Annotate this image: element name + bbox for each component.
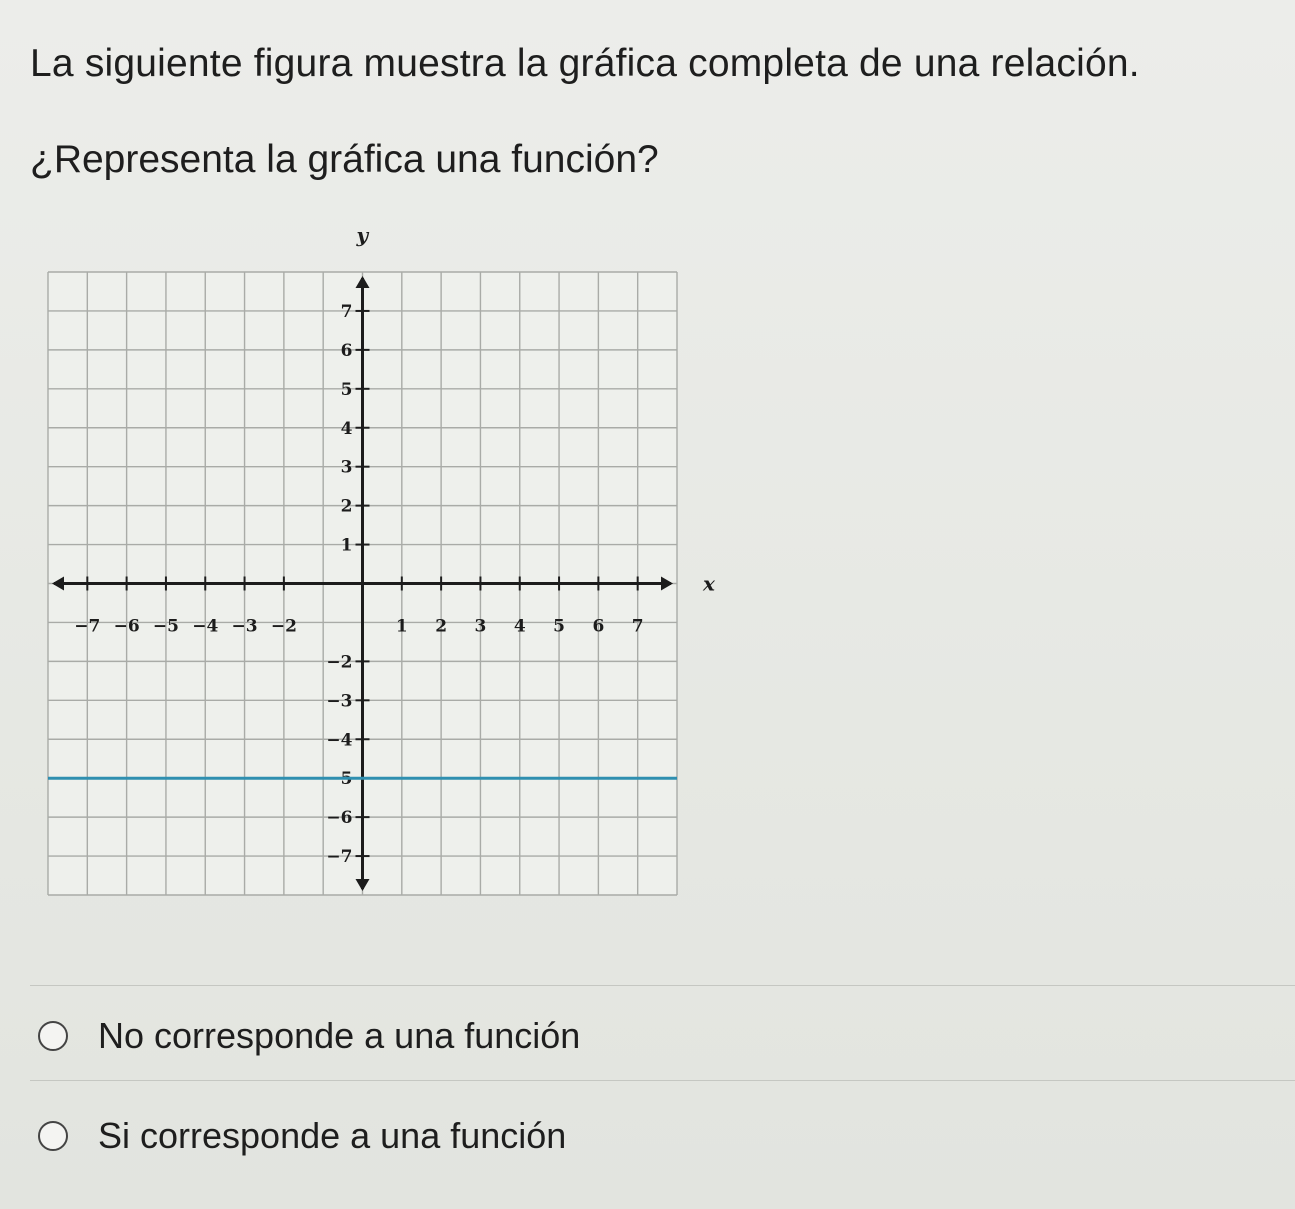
- x-tick-label: −6: [113, 616, 140, 637]
- y-tick-label: −3: [326, 691, 353, 712]
- x-tick-label: 3: [474, 616, 487, 637]
- option-label: Si corresponde a una función: [98, 1115, 567, 1156]
- x-tick-label: −7: [74, 616, 101, 637]
- divider: [30, 985, 1295, 986]
- y-tick-label: 6: [340, 340, 353, 361]
- y-tick-label: −4: [326, 730, 353, 751]
- radio-button[interactable]: [38, 1021, 68, 1051]
- x-tick-label: 6: [592, 616, 605, 637]
- graph-svg: [30, 215, 730, 915]
- x-tick-label: −3: [231, 616, 258, 637]
- x-axis-label: x: [703, 571, 715, 596]
- divider: [30, 1080, 1295, 1081]
- x-tick-label: 1: [395, 616, 408, 637]
- y-tick-label: 7: [340, 301, 353, 322]
- y-tick-label: −6: [326, 808, 353, 829]
- x-tick-label: 4: [513, 616, 526, 637]
- prompt-text: La siguiente figura muestra la gráfica completa de una relación.: [30, 42, 1140, 85]
- y-tick-label: −7: [326, 847, 353, 868]
- radio-button[interactable]: [38, 1121, 68, 1151]
- option-label: No corresponde a una función: [98, 1015, 581, 1056]
- y-tick-label: 1: [340, 535, 353, 556]
- option-yes-function[interactable]: [38, 1112, 566, 1160]
- y-tick-label: 5: [340, 379, 353, 400]
- relation-graph: [30, 215, 730, 915]
- x-tick-label: 7: [631, 616, 644, 637]
- y-tick-label: 3: [340, 457, 353, 478]
- y-tick-label: −5: [326, 769, 353, 790]
- question-text: ¿Representa la gráfica una función?: [30, 138, 659, 181]
- y-tick-label: 2: [340, 496, 353, 517]
- y-tick-label: 4: [340, 418, 353, 439]
- y-tick-label: −2: [326, 652, 353, 673]
- x-tick-label: −5: [152, 616, 179, 637]
- x-tick-label: 2: [435, 616, 448, 637]
- x-tick-label: −2: [270, 616, 297, 637]
- y-axis-label: y: [356, 223, 369, 247]
- x-tick-label: 5: [553, 616, 565, 637]
- x-tick-label: −4: [192, 616, 219, 637]
- option-no-function[interactable]: [38, 1012, 580, 1060]
